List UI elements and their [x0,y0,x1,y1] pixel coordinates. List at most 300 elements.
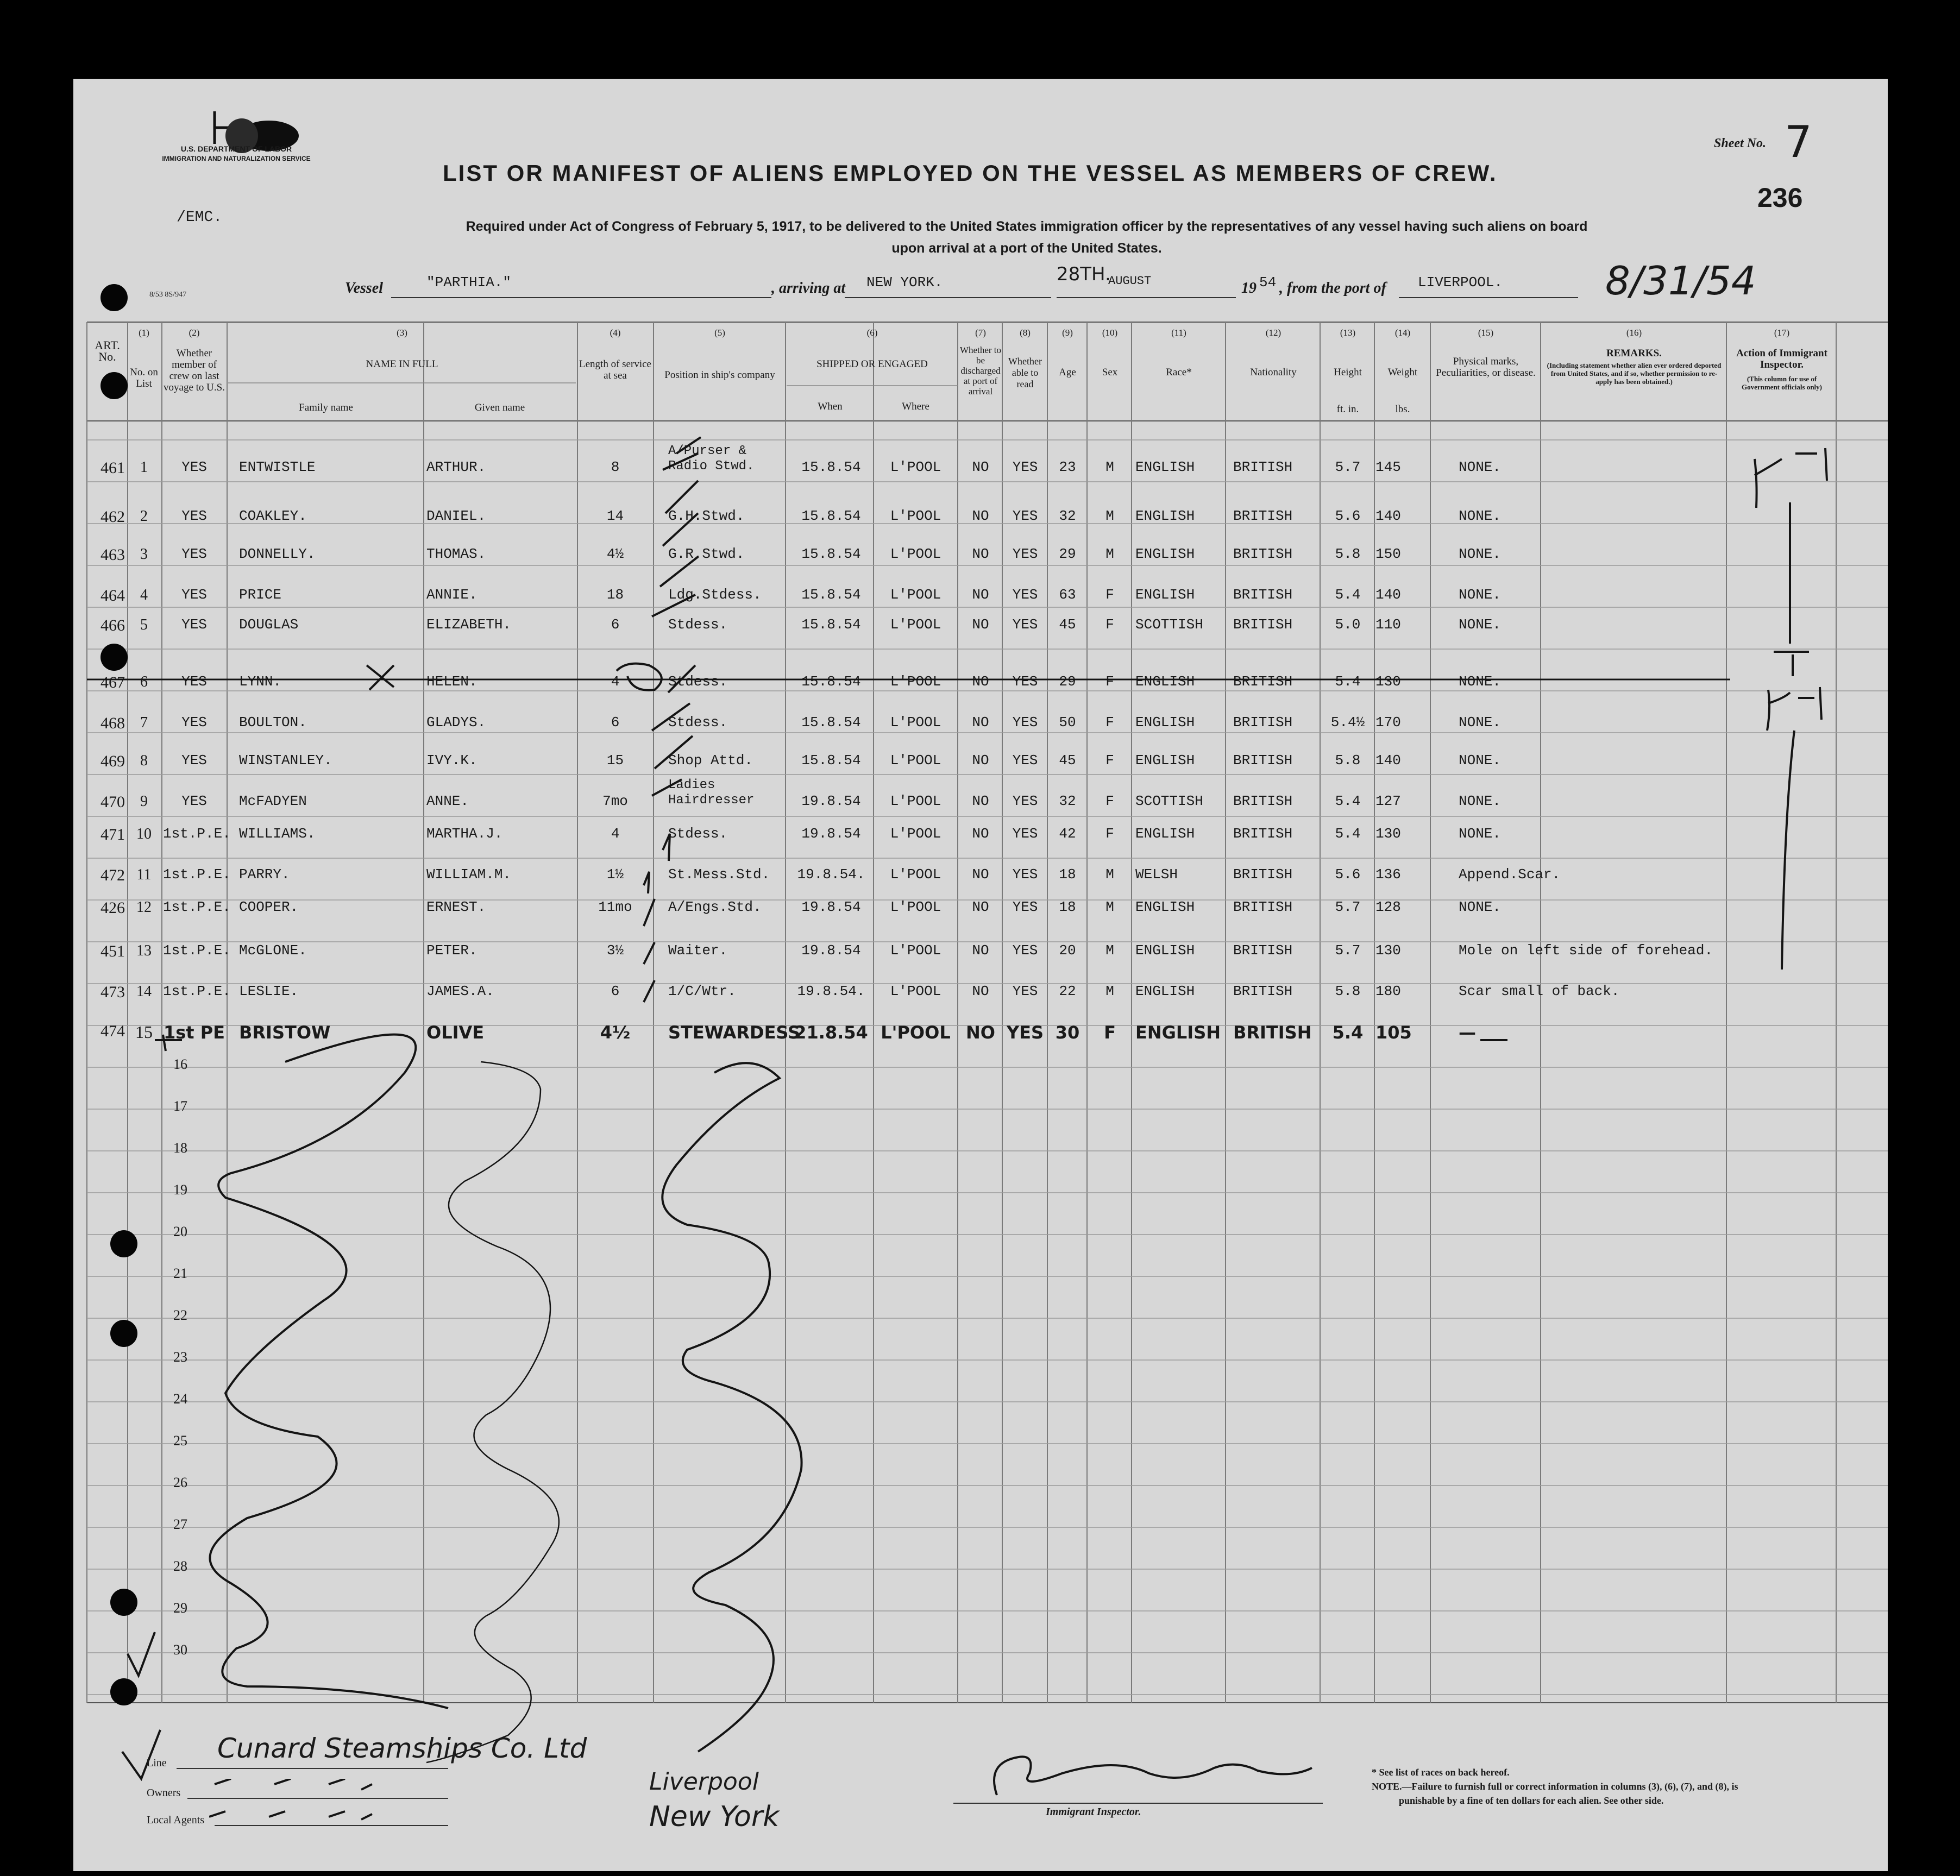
cell-discharged: NO [972,752,989,769]
cell-read: YES [1012,714,1038,731]
col5-num: (5) [714,328,725,338]
col4-num: (4) [610,328,621,338]
cell-no: 13 [136,942,152,959]
cell-family: ENTWISTLE [239,459,316,475]
cell-sex: M [1105,546,1114,562]
cell-race: ENGLISH [1135,714,1195,731]
cell-no: 10 [136,826,152,842]
arrival-month: AUGUST [1108,274,1152,288]
col14-head: Weight [1387,367,1418,378]
punch-hole [110,1230,137,1257]
cell-where: L'POOL [890,866,941,883]
cell-weight: 140 [1375,587,1401,603]
action-bracket-top [1774,502,1809,676]
cell-height: 5.4 [1335,587,1361,603]
cell-nationality: BRITISH [1233,866,1293,883]
cell-height: 5.8 [1335,983,1361,999]
col12-head: Nationality [1250,367,1297,378]
sheet-number: 7 [1785,117,1812,167]
cell-weight: 170 [1375,714,1401,731]
col17-num: (17) [1774,328,1790,338]
cell-height: 5.8 [1335,546,1361,562]
cell-when: 15.8.54 [801,587,861,603]
empty-row-number: 30 [173,1642,187,1658]
col10-num: (10) [1102,328,1118,338]
cell-service: 8 [611,459,620,475]
cell-prev: YES [181,616,207,633]
cell-nationality: BRITISH [1233,673,1293,690]
sheet-label: Sheet No. [1714,136,1766,150]
cell-height: 5.4 [1332,1022,1364,1043]
cell-sex: M [1105,459,1114,475]
cell-no: 14 [136,983,152,1000]
cell-no: 12 [136,899,152,916]
cell-weight: 127 [1375,793,1401,809]
cell-race: ENGLISH [1135,899,1195,915]
cell-sex: F [1105,587,1114,603]
cell-art: 473 [100,983,125,1001]
col11-num: (11) [1171,328,1186,338]
checkmark [128,1632,155,1676]
form-number: 8/53 8S/947 [149,291,187,299]
cell-family: PARRY. [239,866,290,883]
arriving-label: , arriving at [771,280,846,297]
cell-when: 15.8.54 [801,714,861,731]
cell-discharged: NO [972,508,989,524]
cell-height: 5.7 [1335,459,1361,475]
cell-family: COAKLEY. [239,508,307,524]
cell-marks: NONE. [1459,459,1502,475]
col13-unit: ft. in. [1336,404,1359,415]
cell-sex: M [1105,899,1114,915]
empty-row-number: 29 [173,1600,187,1616]
line-label: Line [147,1757,167,1769]
cell-marks: NONE. [1459,714,1502,731]
cell-height: 5.4 [1335,673,1361,690]
cell-service: 14 [606,508,624,524]
cell-marks: Mole on left side of forehead. [1459,942,1713,959]
cell-art: 464 [100,587,125,605]
cell-age: 42 [1059,826,1076,842]
cell-age: 18 [1059,899,1076,915]
cell-sex: M [1105,942,1114,959]
cell-prev: YES [181,508,207,524]
col14-unit: lbs. [1395,404,1410,415]
cell-position: Stdess. [668,826,728,842]
col16-head: REMARKS. [1606,348,1662,359]
cell-discharged: NO [972,866,989,883]
empty-row-number: 19 [173,1182,187,1198]
cell-service: 4½ [606,546,624,562]
col6a-head: When [818,401,843,412]
cell-nationality: BRITISH [1233,899,1293,915]
col13-num: (13) [1340,328,1356,338]
cell-service: 6 [611,983,620,999]
cell-where: L'POOL [890,793,941,809]
cell-position: Shop Attd. [668,752,753,769]
cell-position: STEWARDESS [668,1022,801,1043]
cell-service: 15 [606,752,624,769]
col5-head: Position in ship's company [664,369,775,381]
col15-num: (15) [1478,328,1494,338]
cell-when: 19.8.54. [797,983,865,999]
void-squiggle-1 [210,1035,448,1708]
inspector-signature [953,1752,1323,1806]
cell-given: HELEN. [426,673,478,690]
col13-head: Height [1334,367,1362,378]
cell-weight: 140 [1375,508,1401,524]
cell-service: 18 [606,587,624,603]
cell-nationality: BRITISH [1233,587,1293,603]
cell-race: ENGLISH [1135,752,1195,769]
cell-family: DONNELLY. [239,546,316,562]
cell-given: ERNEST. [426,899,486,915]
cell-sex: F [1105,616,1114,633]
cell-prev: YES [181,752,207,769]
cell-family: COOPER. [239,899,299,915]
cell-family: McFADYEN [239,793,307,809]
col4-head: Length of service at sea [579,358,651,381]
cell-family: BOULTON. [239,714,307,731]
cell-given: ANNIE. [426,587,478,603]
cell-nationality: BRITISH [1233,793,1293,809]
cell-height: 5.7 [1335,942,1361,959]
cell-prev: YES [181,587,207,603]
cell-art: 461 [100,459,125,477]
cell-marks: NONE. [1459,899,1502,915]
cell-given: MARTHA.J. [426,826,503,842]
cell-position: Waiter. [668,942,728,959]
cell-when: 19.8.54 [801,826,861,842]
arrival-day: 28TH. [1057,263,1111,285]
col3-head: NAME IN FULL [366,358,438,370]
empty-row-number: 25 [173,1433,187,1449]
cell-age: 45 [1059,752,1076,769]
stamp-number: 236 [1757,182,1803,213]
cell-given: DANIEL. [426,508,486,524]
cell-where: L'POOL [890,546,941,562]
cell-service: 11mo [598,899,632,915]
cell-prev: 1st.P.E. [163,942,231,959]
cell-where: L'POOL [890,459,941,475]
cell-marks: NONE. [1459,752,1502,769]
col9-head: Age [1059,367,1076,378]
cell-art: 467 [100,673,125,691]
cell-position: Stdess. [668,714,728,731]
void-squiggle-2 [426,1062,559,1762]
cell-art: 468 [100,714,125,732]
strike-x [367,665,394,690]
cell-read: YES [1012,983,1038,999]
cell-where: L'POOL [890,983,941,999]
cell-read: YES [1012,508,1038,524]
cell-position: 1/C/Wtr. [668,983,736,999]
cell-discharged: NO [972,826,989,842]
cell-family: LYNN. [239,673,282,690]
empty-row-number: 23 [173,1349,187,1365]
cell-given: ANNE. [426,793,469,809]
cell-discharged: NO [972,942,989,959]
cell-family: LESLIE. [239,983,299,999]
col6b-head: Where [902,401,929,412]
cell-position: A/Purser & Radio Stwd. [668,444,755,474]
cell-sex: F [1105,673,1114,690]
cell-read: YES [1012,942,1038,959]
cell-position: Ladies Hairdresser [668,778,755,808]
cell-no: 9 [140,793,148,810]
col6-head: SHIPPED OR ENGAGED [816,358,928,370]
owners-label: Owners [147,1787,181,1799]
note-failure: NOTE.—Failure to furnish full or correct information in columns (3), (6), (7), and (8), is [1372,1781,1738,1792]
cell-height: 5.4 [1335,826,1361,842]
cell-discharged: NO [972,546,989,562]
cell-art: 463 [100,546,125,564]
cell-discharged: NO [972,899,989,915]
subtitle-line-2: upon arrival at a port of the United States. [891,241,1162,256]
empty-row-number: 24 [173,1391,187,1407]
col10-head: Sex [1102,367,1118,378]
cell-weight: 110 [1375,616,1401,633]
cell-weight: 180 [1375,983,1401,999]
cell-nationality: BRITISH [1233,752,1293,769]
cell-given: ELIZABETH. [426,616,512,633]
cell-given: GLADYS. [426,714,486,731]
cell-marks: — [1459,1022,1476,1043]
cell-when: 15.8.54 [801,616,861,633]
cell-no: 8 [140,752,148,769]
cell-when: 19.8.54 [801,793,861,809]
cell-marks: NONE. [1459,673,1502,690]
inspector-label: Immigrant Inspector. [1046,1806,1141,1818]
punch-hole [110,1320,137,1347]
cell-position: Stdess. [668,673,728,690]
empty-row-number: 26 [173,1475,187,1490]
cell-age: 29 [1059,673,1076,690]
line-value: Cunard Steamships Co. Ltd [217,1733,587,1764]
cell-read: YES [1012,587,1038,603]
footer-check [122,1730,160,1779]
punch-hole [110,1589,137,1616]
cell-marks: Append.Scar. [1459,866,1561,883]
cell-weight: 130 [1375,942,1401,959]
form-code: /EMC. [177,209,223,226]
cell-age: 63 [1059,587,1076,603]
cell-when: 19.8.54 [801,899,861,915]
cell-prev: 1st PE [163,1022,225,1043]
city-newyork: New York [649,1801,780,1833]
col7-num: (7) [975,328,986,338]
d1-mark-top [1755,448,1827,508]
cell-sex: F [1104,1022,1116,1043]
cell-when: 15.8.54 [801,752,861,769]
cell-weight: 140 [1375,752,1401,769]
col6-num: (6) [866,328,878,338]
handwritten-marks [73,79,1888,1871]
ditto-marks [209,1779,481,1828]
cell-marks: NONE. [1459,508,1502,524]
cell-height: 5.4½ [1330,714,1365,731]
cell-height: 5.4 [1335,793,1361,809]
cell-service: 4 [611,826,620,842]
cell-prev: 1st.P.E. [163,983,231,999]
cell-weight: 105 [1375,1022,1412,1043]
cell-age: 23 [1059,459,1076,475]
art-474-mark [155,1035,182,1051]
cell-prev: YES [181,546,207,562]
note-fine: punishable by a fine of ten dollars for each alien. See other side. [1399,1795,1664,1806]
cell-position: Stdess. [668,616,728,633]
cell-given: IVY.K. [426,752,478,769]
col14-num: (14) [1394,328,1411,338]
cell-read: YES [1006,1022,1044,1043]
cell-nationality: BRITISH [1233,714,1293,731]
cell-art: 451 [100,942,125,960]
col7-head: Whether to be discharged at port of arrival [960,345,1001,396]
empty-row-number: 28 [173,1558,187,1574]
subtitle-line-1: Required under Act of Congress of February 5, 1917, to be delivered to the United States immigration officer by the representatives of any vessel having such aliens on board [466,219,1588,234]
handwritten-date: 8/31/54 [1605,258,1756,304]
cell-height: 5.8 [1335,752,1361,769]
empty-row-number: 21 [173,1266,187,1281]
cell-family: BRISTOW [239,1022,331,1043]
d1-mark-bottom [1767,687,1821,731]
cell-read: YES [1012,793,1038,809]
footer-notes [1372,1765,1738,1808]
cell-position: St.Mess.Std. [668,866,770,883]
cell-art: 470 [100,793,125,811]
cell-art: 462 [100,508,125,526]
cell-where: L'POOL [890,508,941,524]
cell-no: 4 [140,587,148,603]
cell-read: YES [1012,826,1038,842]
cell-prev: 1st.P.E. [163,899,231,915]
cell-read: YES [1012,752,1038,769]
cell-family: WILLIAMS. [239,826,316,842]
col1-num: (1) [139,328,149,338]
cell-age: 29 [1059,546,1076,562]
cell-read: YES [1012,866,1038,883]
cell-discharged: NO [972,459,989,475]
punch-hole [100,644,128,671]
col16-num: (16) [1626,328,1642,338]
cell-marks: Scar small of back. [1459,983,1620,999]
cell-race: SCOTTISH [1135,793,1203,809]
tick-1 [663,437,701,470]
col2-num: (2) [189,328,200,338]
cell-read: YES [1012,616,1038,633]
cell-prev: YES [181,459,207,475]
col-art: ART. No. [95,338,120,363]
cell-race: ENGLISH [1135,1022,1221,1043]
cell-nationality: BRITISH [1233,546,1293,562]
empty-row-number: 17 [173,1098,187,1114]
cell-sex: F [1105,752,1114,769]
cell-where: L'POOL [890,752,941,769]
cell-age: 45 [1059,616,1076,633]
cell-no: 3 [140,546,148,563]
cell-marks: NONE. [1459,616,1502,633]
cell-no: 6 [140,673,148,690]
cell-discharged: NO [972,983,989,999]
cell-family: WINSTANLEY. [239,752,332,769]
cell-race: ENGLISH [1135,459,1195,475]
cell-given: JAMES.A. [426,983,494,999]
cell-sex: M [1105,508,1114,524]
cell-prev: YES [181,793,207,809]
cell-height: 5.6 [1335,866,1361,883]
cell-race: SCOTTISH [1135,616,1203,633]
vessel-name: "PARTHIA." [426,274,512,291]
vessel-label: Vessel [345,280,383,297]
manifest-page [73,79,1888,1871]
cell-service: 4½ [600,1022,631,1043]
empty-row-number: 20 [173,1224,187,1239]
cell-given: WILLIAM.M. [426,866,512,883]
col3-num: (3) [397,328,407,338]
departure-port: LIVERPOOL. [1418,274,1503,291]
arriving-port: NEW YORK. [866,274,943,291]
cell-discharged: NO [966,1022,995,1043]
cell-art: 471 [100,826,125,843]
cell-sex: M [1105,866,1114,883]
cell-weight: 136 [1375,866,1401,883]
cell-age: 20 [1059,942,1076,959]
col17-note: (This column for use of Government officials only) [1741,375,1823,391]
cell-no: 1 [140,459,148,476]
cell-sex: F [1105,714,1114,731]
cell-age: 32 [1059,508,1076,524]
cell-race: ENGLISH [1135,546,1195,562]
punch-hole [110,1678,137,1705]
punch-hole [100,284,128,311]
cell-art: 466 [100,616,125,634]
agency-line-1: U.S. DEPARTMENT OF LABOR [180,144,292,153]
cell-given: ARTHUR. [426,459,486,475]
cell-sex: F [1105,826,1114,842]
cell-read: YES [1012,459,1038,475]
empty-row-number: 27 [173,1516,187,1532]
cell-service: 1½ [606,866,624,883]
cell-marks: NONE. [1459,793,1502,809]
cell-nationality: BRITISH [1233,826,1293,842]
cell-when: 19.8.54 [801,942,861,959]
cell-race: ENGLISH [1135,826,1195,842]
col16-note: (Including statement whether alien ever ordered deported from United States, and if so, whether permission to re-apply has been obtained.) [1547,361,1722,386]
cell-marks: NONE. [1459,826,1502,842]
cell-art: 426 [100,899,125,917]
cell-weight: 130 [1375,826,1401,842]
col17-head: Action of Immigrant Inspector. [1736,348,1827,370]
cell-age: 22 [1059,983,1076,999]
cell-no: 2 [140,508,148,525]
cell-service: 6 [611,616,620,633]
cell-prev: 1st.P.E. [163,826,231,842]
cell-prev: YES [181,714,207,731]
cell-race: ENGLISH [1135,673,1195,690]
cell-marks: NONE. [1459,587,1502,603]
cell-nationality: BRITISH [1233,1022,1312,1043]
cell-service: 4 [611,673,620,690]
cell-race: WELSH [1135,866,1178,883]
cell-no: 7 [140,714,148,731]
year-suffix: 54 [1259,274,1277,291]
cell-prev: 1st.P.E. [163,866,231,883]
cell-when: 15.8.54 [801,673,861,690]
cell-height: 5.0 [1335,616,1361,633]
col2-head: Whether member of crew on last voyage to U.S. [164,348,225,393]
cell-when: 15.8.54 [801,546,861,562]
cell-age: 32 [1059,793,1076,809]
